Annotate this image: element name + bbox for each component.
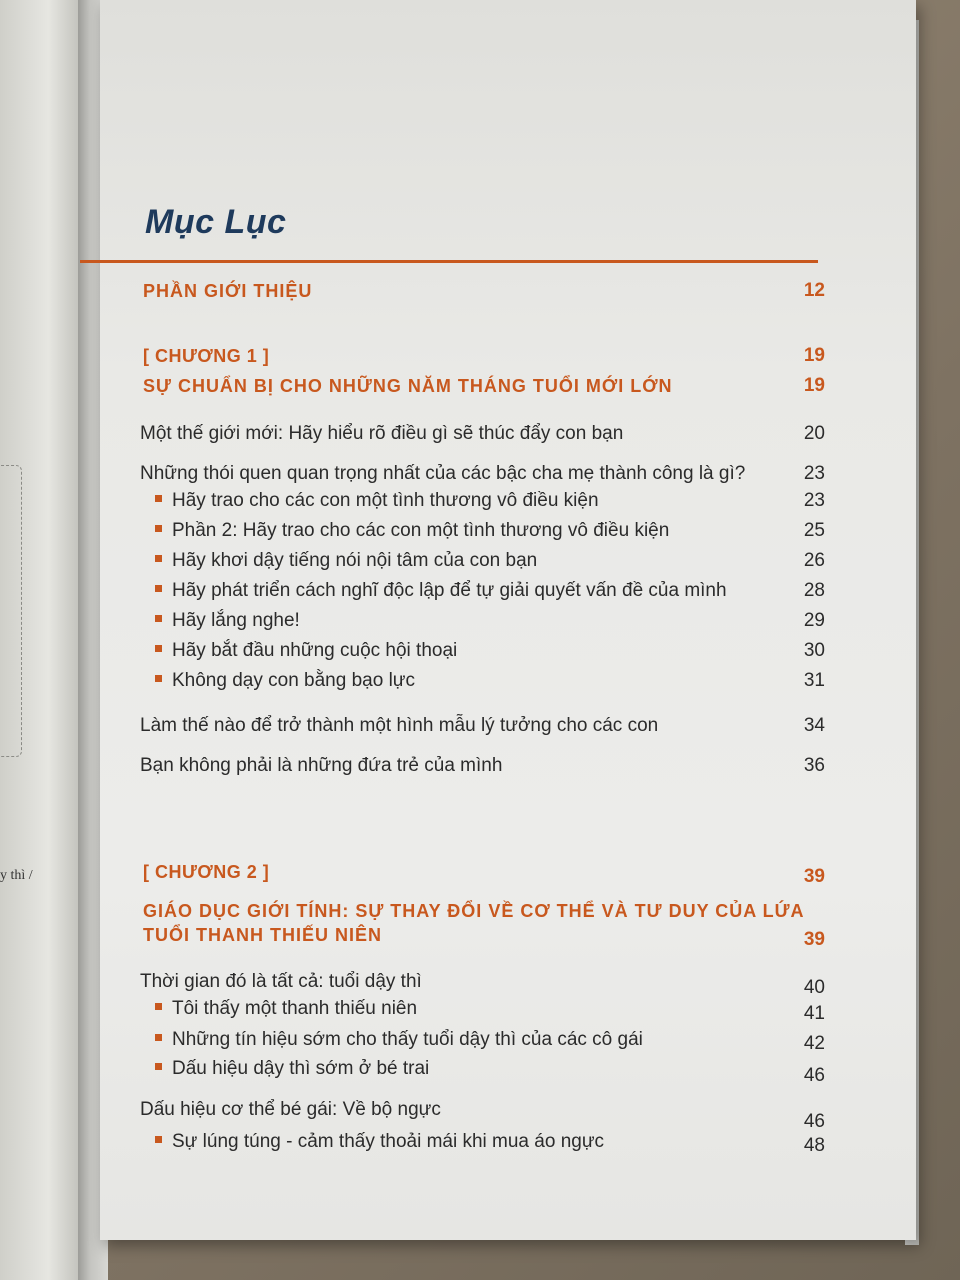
bullet-square-icon [155, 645, 162, 652]
left-page [0, 0, 88, 1280]
toc-ch1-tag-label: [ CHƯƠNG 1 ] [143, 346, 270, 366]
toc-ch2-title-page: 39 [803, 929, 825, 950]
bullet-square-icon [155, 1003, 162, 1010]
toc-entry[interactable]: Làm thế nào để trở thành một hình mẫu lý tưởng cho các con 34 [140, 715, 825, 736]
toc-ch2-title-label2: TUỔI THANH THIẾU NIÊN [143, 925, 382, 945]
toc-subentry[interactable]: Hãy lắng nghe! 29 [155, 609, 825, 633]
toc-entry[interactable]: Dấu hiệu cơ thể bé gái: Về bộ ngực 46 [140, 1099, 825, 1132]
toc-intro-label: PHẦN GIỚI THIỆU [143, 281, 313, 301]
toc-subentry[interactable]: Hãy bắt đầu những cuộc hội thoại 30 [155, 639, 825, 663]
toc-entry[interactable]: Bạn không phải là những đứa trẻ của mình 36 [140, 755, 825, 776]
toc-ch2-title-line1[interactable] [143, 899, 825, 923]
toc-ch1-title[interactable] [143, 374, 825, 398]
toc-entry[interactable]: Những thói quen quan trọng nhất của các bậc cha mẹ thành công là gì? 23 [140, 463, 825, 484]
bullet-square-icon [155, 1034, 162, 1041]
left-page-text: y thì / [0, 868, 33, 883]
toc-subentry[interactable]: Sự lúng túng - cảm thấy thoải mái khi mua áo ngực 48 [155, 1130, 825, 1154]
bullet-square-icon [155, 555, 162, 562]
toc-subentry[interactable]: Dấu hiệu dậy thì sớm ở bé trai 46 [155, 1057, 825, 1081]
toc-ch1-tag-page: 19 [803, 345, 825, 366]
toc-subentry[interactable]: Hãy phát triển cách nghĩ độc lập để tự giải quyết vấn đề của mình 28 [155, 579, 825, 603]
toc-subentry[interactable]: Tôi thấy một thanh thiếu niên 41 [155, 997, 825, 1021]
toc-ch2-tag[interactable] [143, 860, 825, 887]
toc-subentry[interactable]: Phần 2: Hãy trao cho các con một tình thương vô điều kiện 25 [155, 519, 825, 543]
toc-entry[interactable]: Một thế giới mới: Hãy hiểu rõ điều gì sẽ thúc đẩy con bạn 20 [140, 423, 825, 444]
toc-ch2-tag-page: 39 [803, 866, 825, 887]
toc-ch2-title-label1: GIÁO DỤC GIỚI TÍNH: SỰ THAY ĐỔI VỀ CƠ THỂ VÀ TƯ DUY CỦA LỨA [143, 901, 805, 921]
toc-subentry[interactable]: Không dạy con bằng bạo lực 31 [155, 669, 825, 693]
bullet-square-icon [155, 615, 162, 622]
toc-subentry[interactable]: Hãy trao cho các con một tình thương vô điều kiện 23 [155, 489, 825, 513]
toc-ch1-tag[interactable] [143, 344, 825, 368]
toc-intro[interactable] [143, 279, 825, 303]
toc-intro-page: 12 [803, 280, 825, 301]
bullet-square-icon [155, 585, 162, 592]
toc-subentry[interactable]: Những tín hiệu sớm cho thấy tuổi dậy thì của các cô gái 42 [155, 1028, 825, 1052]
bullet-square-icon [155, 1063, 162, 1070]
bullet-square-icon [155, 525, 162, 532]
toc-entry[interactable]: Thời gian đó là tất cả: tuổi dậy thì 40 [140, 971, 825, 998]
toc-subentry[interactable]: Hãy khơi dậy tiếng nói nội tâm của con bạn 26 [155, 549, 825, 573]
toc-ch1-title-label: SỰ CHUẨN BỊ CHO NHỮNG NĂM THÁNG TUỔI MỚI LỚN [143, 376, 673, 396]
left-page-frame [0, 465, 22, 757]
bullet-square-icon [155, 495, 162, 502]
bullet-square-icon [155, 1136, 162, 1143]
bullet-square-icon [155, 675, 162, 682]
title-rule [80, 260, 818, 263]
toc-ch2-title-line2[interactable] [143, 923, 825, 950]
toc-ch2-tag-label: [ CHƯƠNG 2 ] [143, 862, 270, 882]
toc-ch1-title-page: 19 [803, 375, 825, 396]
toc-title: Mục Lục [145, 203, 287, 241]
